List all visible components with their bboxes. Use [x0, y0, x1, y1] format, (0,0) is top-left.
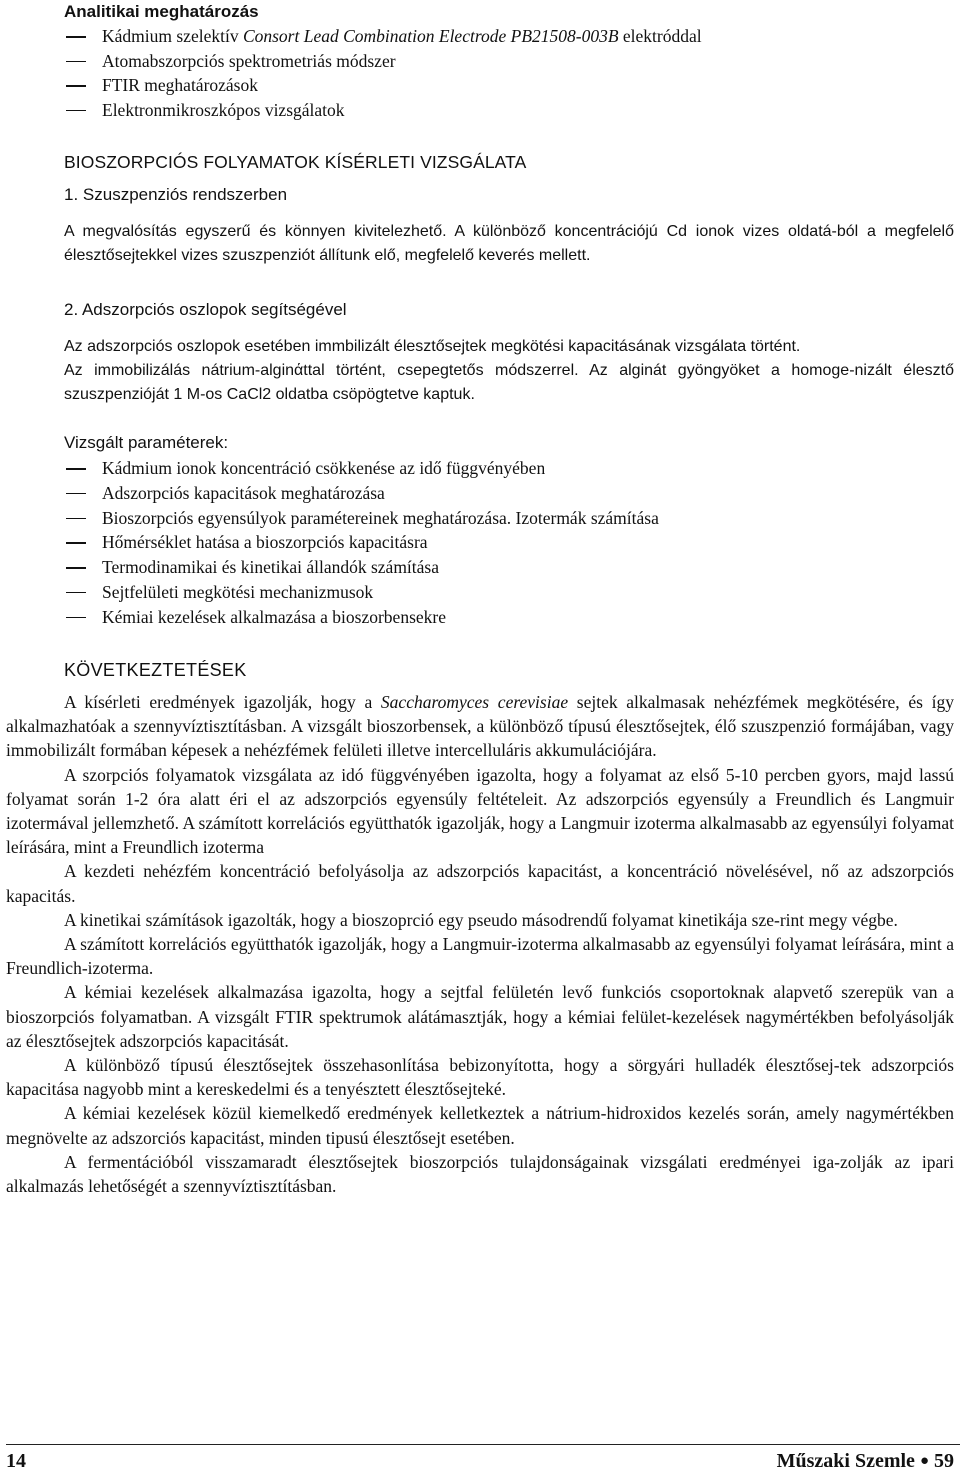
paragraph-text: A kísérleti eredmények igazolják, hogy a — [64, 692, 381, 712]
conclusions-body — [6, 690, 954, 1198]
footer-journal — [777, 1450, 954, 1473]
item-text: Atomabszorpciós spektrometriás módszer — [102, 50, 396, 71]
section-title-analytics: Analitikai meghatározás — [64, 2, 259, 21]
paragraph: A kinetikai számítások igazolták, hogy a bioszoprció egy pseudo másodrendű folyamat kinetikája sze-rint megy végbe. — [64, 909, 898, 930]
species-name: Saccharomyces cerevisiae — [380, 692, 569, 712]
paragraph: A különböző típusú élesztősejtek összehasonlítása bebizonyította, hogy a sörgyári hulladék élesztősej-tek adszorpciós kapacitása nagyobb mint a kereskedelmi és a tenyésztett élesztősejteké. — [6, 1055, 954, 1100]
paragraph: A számított korrelációs együtthatók igazolják, hogy a Langmuir-izoterma alkalmasabb az egyensúlyi folyamat leírására, mint a Freundlich-izoterma. — [6, 934, 954, 979]
subheading-suspension: 1. Szuszpenziós rendszerben — [64, 185, 288, 204]
list-item: Kémiai kezelések alkalmazása a bioszorbensekre — [64, 606, 659, 631]
paragraph: A szorpciós folyamatok vizsgálata az idó függvényében igazolta, hogy a folyamat az első 5-10 percben gyors, majd lassú folyamat során 1-2 óra alatt éri el az adszorpciós egyensúly feltételeit. Az adszorpciós egyensúly a Freundlich és Langmuir izotermával jellemzhető. A számított korrelációs együtthatók igazolják, hogy a Langmuir izoterma alkalmasabb az egyensúlyi folyamat leírására, mint a Freundlich izoterma — [6, 764, 954, 858]
list-item — [64, 99, 702, 124]
list-item: Kádmium ionok koncentráció csökkenése az idő függvényében — [64, 457, 659, 482]
section-heading-conclusions: KÖVETKEZTETÉSEK — [64, 660, 247, 680]
paragraph-text: A megvalósítás egyszerű és könnyen kivitelezhető. A különböző koncentrációjú Cd ionok vizes oldatá-ból a megfelelő élesztősejtekkel vizes szuszpenziót állítunk elő, megfelelő keverés mellett. — [64, 223, 954, 264]
analytics-list — [64, 25, 702, 123]
page-number-right: 59 — [934, 1450, 954, 1472]
item-text-tail: elektróddal — [618, 26, 702, 46]
item-text: FTIR meghatározások — [102, 75, 258, 95]
list-item: Bioszorpciós egyensúlyok paramétereinek meghatározása. Izotermák számítása — [64, 507, 659, 532]
paragraph: A kezdeti nehézfém koncentráció befolyásolja az adszorpciós kapacitást, a koncentráció növelésével, nő az adszorpciós kapacitás. — [6, 861, 954, 906]
paragraph-text-tail: sejtek alkalmasak nehézfémek megkötésére, és így alkalmazhatóak a szennyvíztisztításban. A vizsgált bioszorbensek, a különböző típusú élesztősejtek, élő szuszpenzió formájában, vagy immobilizált formában képesek a nehézfémek felületi illetve intercelluláris akkumulációjára. — [6, 692, 954, 761]
params-title: Vizsgált paraméterek: — [64, 433, 229, 452]
paragraph-suspension — [64, 220, 954, 268]
page-number-left: 14 — [6, 1450, 26, 1472]
footer-divider — [6, 1444, 960, 1445]
params-list — [64, 457, 659, 631]
paragraph — [6, 690, 954, 763]
paragraph: A kémiai kezelések közül kiemelkedő eredmények kelletkeztek a nátrium-hidroxidos kezelés során, amely nagymértékben megnövelte az adszorciós kapacitást, minden tipusú élesztősejt esetében. — [6, 1103, 954, 1148]
item-text: Kádmium szelektív — [102, 26, 243, 46]
paragraph-text: Az adszorpciós oszlopok esetében immbilizált élesztősejtek megkötési kapacitásának vizsgálata történt. — [64, 338, 801, 355]
subheading-columns: 2. Adszorpciós oszlopok segítségével — [64, 300, 347, 319]
journal-name: Műszaki Szemle — [776, 1450, 915, 1472]
paragraph: A kémiai kezelések alkalmazása igazolta, hogy a sejtfal felületén levő funkciós csoportoknak alapvető szerepük van a bioszorpciós folyamatban. A vizsgált FTIR spektrumok alátámasztják, hogy a kémiai felület-kezelések nagymértékben befolyásolják az élesztősejtek adszorpciós kapacitását. — [6, 982, 954, 1051]
list-item: Adszorpciós kapacitások meghatározása — [64, 482, 659, 507]
list-item — [64, 74, 702, 99]
item-text: Elektronmikroszkópos vizsgálatok — [102, 99, 345, 120]
list-item: Termodinamikai és kinetikai állandók számítása — [64, 556, 659, 581]
paragraph-text: Az immobilizálás nátrium-alginάttal történt, csepegtetős módszerrel. Az alginát gyöngyöket a homoge-nizált élesztő szuszpenzióját 1 M-os CaCl2 oldatba csöpögtetve kaptuk. — [64, 362, 954, 403]
list-item — [64, 50, 702, 75]
list-item: Sejtfelületi megkötési mechanizmusok — [64, 581, 659, 606]
paragraph-columns — [64, 335, 954, 407]
item-emphasis: Consort Lead Combination Electrode PB21508-003B — [242, 26, 619, 46]
list-item: Hőmérséklet hatása a bioszorpciós kapacitásra — [64, 531, 659, 556]
bullet-icon: ● — [919, 1453, 929, 1469]
list-item — [64, 25, 702, 50]
paragraph: A fermentációból visszamaradt élesztősejtek bioszorpciós tulajdonságainak vizsgálati eredményei iga-zolják az ipari alkalmazás lehetőségét a szennyvíztisztításban. — [6, 1151, 954, 1197]
section-heading-experiments: BIOSZORPCIÓS FOLYAMATOK KÍSÉRLETI VIZSGÁLATA — [64, 152, 527, 172]
